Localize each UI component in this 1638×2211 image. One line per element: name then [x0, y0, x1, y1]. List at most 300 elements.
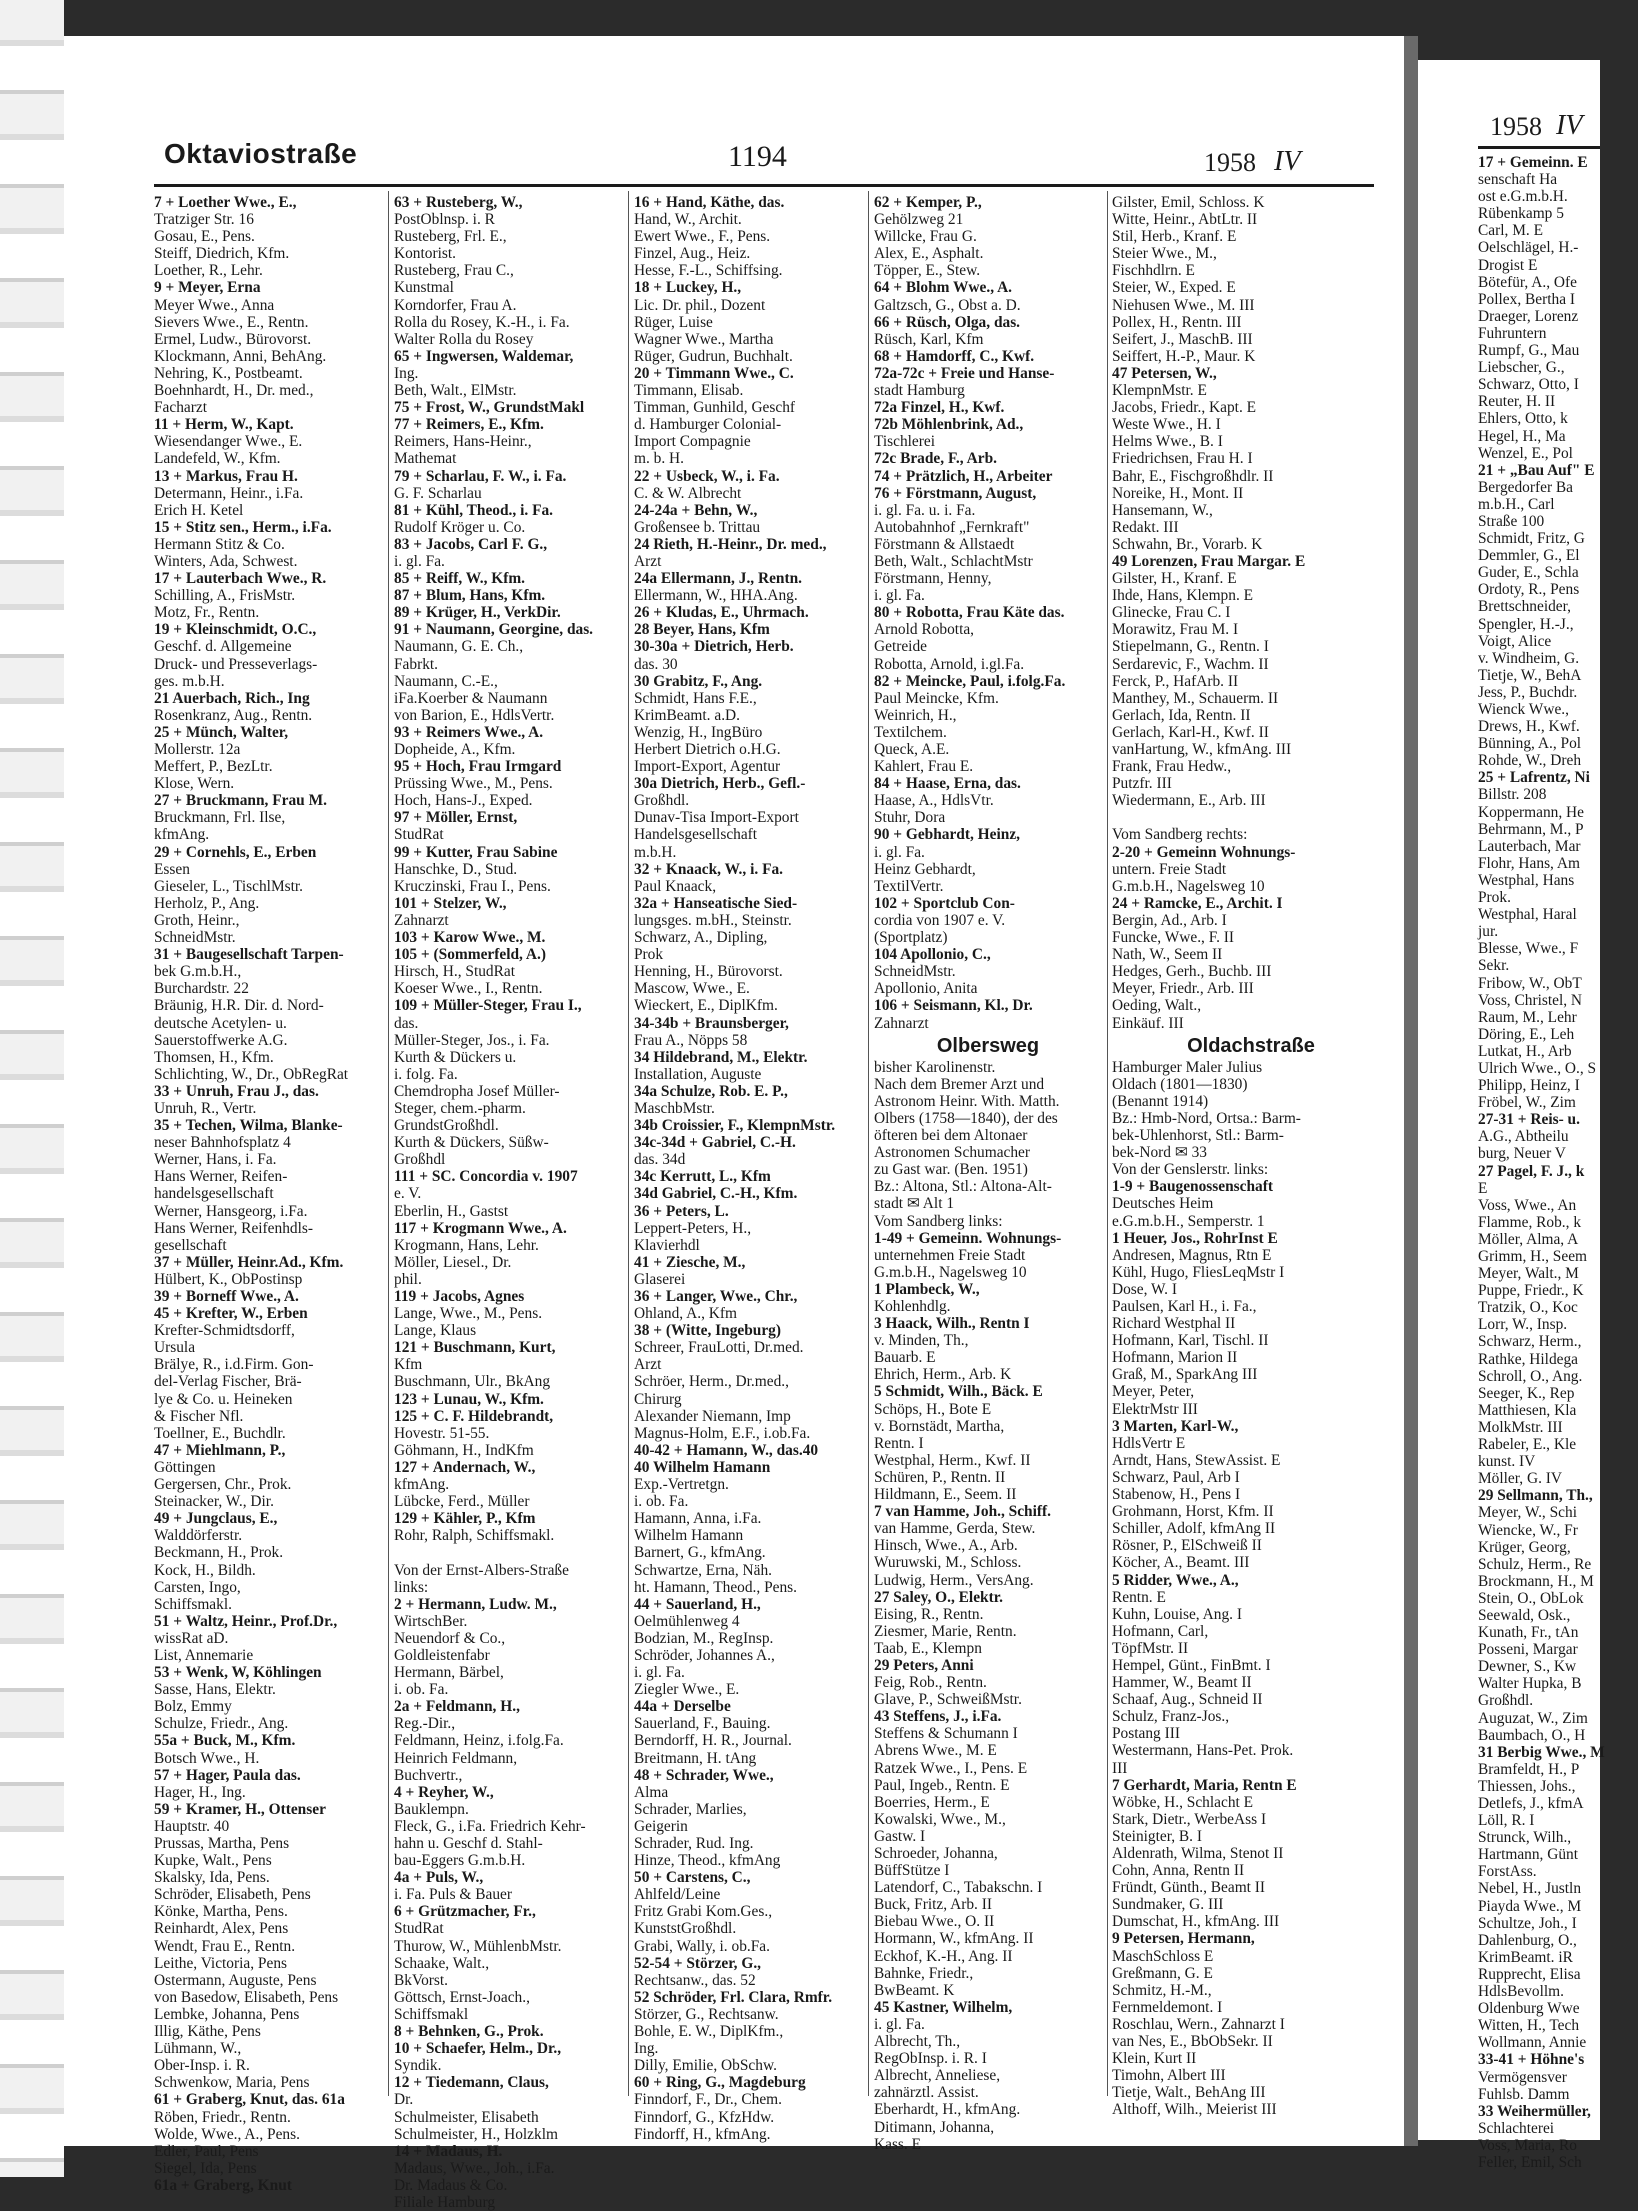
directory-entry-line: Wilhelm Hamann	[634, 1527, 744, 1545]
directory-entry-line: Dumschat, H., kfmAng. III	[1112, 1913, 1280, 1931]
directory-entry-line: Installation, Auguste	[634, 1065, 762, 1083]
directory-entry-line: senschaft Ha	[1478, 171, 1558, 189]
directory-entry-line: RegObInsp. i. R. I	[874, 2050, 987, 2068]
directory-entry-line: Frank, Frau Hedw.,	[1112, 758, 1232, 776]
directory-entry-line: Beckmann, H., Prok.	[154, 1544, 284, 1562]
directory-entry-line: 93 + Reimers Wwe., A.	[394, 723, 544, 741]
directory-entry-line: i. folg. Fa.	[394, 1065, 458, 1083]
directory-entry-line: Stil, Herb., Kranf. E	[1112, 228, 1237, 246]
directory-entry-line: Bauarb. E	[874, 1349, 936, 1367]
directory-entry-line: Astronom Heinr. With. Matth.	[874, 1092, 1060, 1110]
directory-entry-line: 109 + Müller-Steger, Frau I.,	[394, 997, 582, 1015]
directory-entry-line: 37 + Müller, Heinr.Ad., Kfm.	[154, 1253, 344, 1271]
directory-entry-line: Timman, Gunhild, Geschf	[634, 399, 796, 417]
directory-entry-line: 14 + Madaus, H.	[394, 2142, 503, 2160]
directory-entry-line: 91 + Naumann, Georgine, das.	[394, 621, 594, 639]
directory-entry-line: das. 34d	[634, 1151, 686, 1169]
directory-entry-line: Wiencke, W., Fr	[1478, 1521, 1578, 1539]
directory-entry-line: stadt ✉ Alt 1	[874, 1195, 955, 1213]
directory-entry-line: Voss, Maria, Ro	[1478, 2136, 1577, 2154]
directory-entry-line: Lange, Klaus	[394, 1322, 477, 1340]
directory-entry-line: Röben, Friedr., Rentn.	[154, 2108, 291, 2126]
directory-entry-line: Rudolf Kröger u. Co.	[394, 518, 526, 536]
directory-entry-line: 55a + Buck, M., Kfm.	[154, 1732, 296, 1750]
directory-entry-line: Feldmann, Heinz, i.folg.Fa.	[394, 1732, 564, 1750]
directory-entry-line: Mascow, Wwe., E.	[634, 980, 750, 998]
directory-entry-line: das. 30	[634, 655, 678, 673]
directory-entry-line: Walter Hupka, B	[1478, 1675, 1582, 1693]
directory-entry-line: 90 + Gebhardt, Heinz,	[874, 826, 1021, 844]
directory-entry-line: Tietje, Walt., BehAng III	[1112, 2084, 1266, 2102]
directory-entry-line: Illig, Käthe, Pens	[154, 2023, 261, 2041]
directory-entry-line: Schulz, Herm., Re	[1478, 1555, 1592, 1573]
directory-entry-line: bek-Uhlenhorst, Stl.: Barm-	[1112, 1127, 1284, 1145]
directory-entry-line: Rentn. I	[874, 1434, 924, 1452]
directory-entry-line: 17 + Gemeinn. E	[1478, 154, 1588, 171]
directory-entry-line: Frau A., Nöpps 58	[634, 1031, 748, 1049]
directory-entry-line: Bauklempn.	[394, 1800, 469, 1818]
directory-page	[64, 36, 1404, 2211]
directory-entry-line: Ferck, P., HafArb. II	[1112, 672, 1239, 690]
directory-entry-line: Ziesmer, Marie, Rentn.	[874, 1622, 1017, 1640]
directory-entry-line: Schulmeister, Elisabeth	[394, 2108, 539, 2126]
directory-entry-line: Facharzt	[154, 399, 207, 417]
directory-entry-line: 82 + Meincke, Paul, i.folg.Fa.	[874, 672, 1066, 690]
directory-entry-line: Timohn, Albert III	[1112, 2067, 1226, 2085]
directory-entry-line: v. Windheim, G.	[1478, 649, 1580, 667]
directory-entry-line: Kowalski, Wwe., M.,	[874, 1810, 1006, 1828]
directory-entry-line: 27-31 + Reis- u.	[1478, 1111, 1580, 1129]
directory-entry-line: Schwahn, Br., Vorarb. K	[1112, 535, 1263, 553]
directory-entry-line: Eckhof, K.-H., Ang. II	[874, 1947, 1013, 1965]
directory-entry-line: 74 + Prätzlich, H., Arbeiter	[874, 467, 1053, 485]
directory-entry-line: G.m.b.H., Nagelsweg 10	[1112, 877, 1265, 895]
directory-entry-line: Posseni, Margar	[1478, 1641, 1578, 1659]
directory-entry-line: Finndorf, G., KfzHdw.	[634, 2108, 775, 2126]
directory-column-4	[874, 194, 1102, 2153]
directory-entry-line: Dewner, S., Kw	[1478, 1658, 1577, 1676]
directory-entry-line: Paul Knaack,	[634, 877, 717, 895]
directory-entry-line: Klose, Wern.	[154, 775, 235, 793]
next-header-volume: IV	[1556, 110, 1583, 141]
directory-entry-line: Koppermann, He	[1478, 803, 1584, 821]
directory-entry-line: Voigt, Alice	[1478, 632, 1552, 650]
next-header-year: 1958	[1490, 112, 1542, 141]
directory-entry-line: Göhmann, H., IndKfm	[394, 1441, 534, 1459]
directory-entry-line: Löll, R. I	[1478, 1812, 1535, 1830]
directory-entry-line: Bahr, E., Fischgroßhdlr. II	[1112, 467, 1274, 485]
directory-entry-line: Ehlers, Otto, k	[1478, 410, 1568, 428]
directory-entry-line: öfteren bei dem Altonaer	[874, 1127, 1028, 1145]
directory-entry-line: Grimm, H., Seem	[1478, 1248, 1588, 1265]
directory-entry-line: Ratzek Wwe., I., Pens. E	[874, 1759, 1028, 1777]
directory-entry-line: Stark, Dietr., WerbeAss I	[1112, 1810, 1267, 1828]
directory-entry-line: i. gl. Fa.	[874, 587, 925, 605]
directory-entry-line: 33-41 + Höhne's	[1478, 2051, 1585, 2069]
directory-entry-line: Meyer, W., Schi	[1478, 1504, 1577, 1522]
directory-entry-line: Ziegler Wwe., E.	[634, 1681, 740, 1699]
directory-entry-line: ElektrMstr III	[1112, 1400, 1198, 1418]
directory-entry-line: 35 + Techen, Wilma, Blanke-	[154, 1117, 343, 1135]
directory-entry-line: Berndorff, H. R., Journal.	[634, 1732, 792, 1750]
directory-entry-line: 30 Grabitz, F., Ang.	[634, 672, 763, 690]
directory-entry-line: Guder, E., Schla	[1478, 564, 1579, 582]
directory-entry-line: Lic. Dr. phil., Dozent	[634, 296, 766, 314]
directory-entry-line: Hamann, Anna, i.Fa.	[634, 1510, 762, 1528]
directory-entry-line: i. gl. Fa.	[394, 552, 445, 570]
directory-entry-line: Rentn. E	[1112, 1588, 1166, 1606]
directory-entry-line: 11 + Herm, W., Kapt.	[154, 416, 294, 434]
directory-entry-line: Hand, W., Archit.	[634, 211, 742, 229]
directory-entry-line: 21 + „Bau Auf" E	[1478, 461, 1595, 479]
directory-entry-line: Stabenow, H., Pens I	[1112, 1486, 1241, 1504]
directory-entry-line: Weinrich, H.,	[874, 706, 957, 724]
directory-entry-line: Möller, Liesel., Dr.	[394, 1253, 512, 1271]
directory-entry-line: Puppe, Friedr., K	[1478, 1282, 1584, 1300]
directory-entry-line: 19 + Kleinschmidt, O.C.,	[154, 621, 317, 639]
directory-entry-line: Korndorfer, Frau A.	[394, 296, 517, 314]
directory-entry-line: Hans Werner, Reifen-	[154, 1168, 288, 1186]
directory-entry-line: Matthiesen, Kla	[1478, 1401, 1577, 1419]
directory-entry-line: Großhdl.	[1478, 1692, 1534, 1710]
directory-entry-line: Bünning, A., Pol	[1478, 735, 1582, 753]
directory-entry-line: Rechtsanw., das. 52	[634, 1971, 756, 1989]
directory-entry-line	[394, 1544, 622, 1561]
directory-entry-line: 47 Petersen, W.,	[1112, 364, 1217, 382]
directory-entry-line: Kohlenhdlg.	[874, 1298, 951, 1315]
directory-entry-line: Heinz Gebhardt,	[874, 860, 976, 878]
directory-entry-line: Steffens & Schumann I	[874, 1725, 1018, 1743]
directory-entry-line: Morawitz, Frau M. I	[1112, 621, 1239, 639]
directory-entry-line: 34 Hildebrand, M., Elektr.	[634, 1048, 808, 1066]
directory-entry-line: 34b Croissier, F., KlempnMstr.	[634, 1117, 836, 1135]
directory-entry-line: Sundmaker, G. III	[1112, 1896, 1224, 1914]
directory-entry-line: Bramfeldt, H., P	[1478, 1760, 1580, 1778]
directory-entry-line: Gosau, E., Pens.	[154, 228, 255, 246]
directory-entry-line: Helms Wwe., B. I	[1112, 433, 1223, 451]
directory-entry-line: 85 + Reiff, W., Kfm.	[394, 570, 526, 588]
directory-entry-line: Krefter-Schmidtsdorff,	[154, 1322, 295, 1340]
directory-entry-line: SchneidMstr.	[874, 963, 956, 981]
directory-entry-line: KunststGroßhdl.	[634, 1920, 737, 1938]
directory-entry-line: Boehnhardt, H., Dr. med.,	[154, 382, 314, 400]
directory-entry-line: Hartmann, Günt	[1478, 1846, 1579, 1864]
directory-entry-line: Gieseler, L., TischlMstr.	[154, 877, 304, 895]
directory-entry-line: 43 Steffens, J., i.Fa.	[874, 1708, 1002, 1726]
directory-entry-line: Mollerstr. 12a	[154, 741, 241, 758]
directory-entry-line: Nebel, H., Justln	[1478, 1880, 1582, 1898]
directory-entry-line: BwBeamt. K	[874, 1981, 955, 1999]
directory-entry-line: Möller, Alma, A	[1478, 1230, 1579, 1248]
directory-entry-line: Feig, Rob., Rentn.	[874, 1674, 987, 1692]
directory-entry-line: Reimers, Hans-Heinr.,	[394, 433, 532, 451]
directory-entry-line: Alma	[634, 1783, 669, 1801]
directory-entry-line: Ditimann, Johanna,	[874, 2118, 995, 2136]
directory-entry-line: Finzel, Aug., Heiz.	[634, 245, 751, 263]
directory-entry-line: Meyer, Walt., M	[1478, 1265, 1579, 1283]
directory-entry-line: Möller, G. IV	[1478, 1470, 1563, 1488]
directory-entry-line: 3 Haack, Wilh., Rentn I	[874, 1315, 1030, 1333]
directory-entry-line: Ing.	[394, 364, 419, 382]
header-rule	[154, 184, 1374, 187]
directory-entry-line: BkVorst.	[394, 1971, 449, 1989]
directory-entry-line: Hovestr. 51-55.	[394, 1424, 490, 1442]
directory-entry-line: Rathke, Hildega	[1478, 1350, 1579, 1368]
directory-entry-line: 80 + Robotta, Frau Käte das.	[874, 604, 1065, 622]
directory-entry-line: Sauerland, F., Bauing.	[634, 1715, 771, 1733]
directory-entry-line: d. Hamburger Colonial-	[634, 416, 782, 434]
directory-entry-line: Rusteberg, Frau C.,	[394, 262, 514, 280]
directory-entry-line: 63 + Rusteberg, W.,	[394, 194, 523, 211]
directory-entry-line: Behrmann, M., P	[1478, 820, 1584, 838]
directory-entry-line: Gehölzweg 21	[874, 211, 964, 229]
directory-entry-line: 117 + Krogmann Wwe., A.	[394, 1219, 567, 1237]
directory-entry-line: Töpper, E., Stew.	[874, 262, 981, 280]
directory-entry-line: Buck, Fritz, Arb. II	[874, 1896, 992, 1914]
directory-entry-line: Dilly, Emilie, ObSchw.	[634, 2057, 777, 2075]
directory-entry-line: zahnärztl. Assist.	[874, 2084, 979, 2102]
directory-entry-line: Bohle, E. W., DiplKfm.,	[634, 2023, 784, 2041]
directory-entry-line: Großensee b. Trittau	[634, 518, 761, 536]
directory-entry-line: Deutsches Heim	[1112, 1195, 1214, 1213]
directory-entry-line: Meyer, Peter,	[1112, 1383, 1195, 1401]
directory-entry-line: bisher Karolinenstr.	[874, 1058, 996, 1076]
directory-entry-line: Essen	[154, 860, 190, 878]
directory-entry-line: Zahnarzt	[394, 911, 449, 929]
directory-entry-line: 34-34b + Braunsberger,	[634, 1014, 789, 1032]
directory-entry-line: Glinecke, Frau C. I	[1112, 604, 1231, 622]
directory-entry-line: Bruckmann, Frl. Ilse,	[154, 809, 286, 827]
directory-entry-line: Hildmann, E., Seem. II	[874, 1486, 1017, 1504]
directory-entry-line: Schwarz, A., Dipling,	[634, 929, 768, 947]
directory-entry-line: Wöbke, H., Schlacht E	[1112, 1793, 1254, 1811]
directory-entry-line: Oldach (1801—1830)	[1112, 1075, 1248, 1093]
directory-entry-line: 76 + Förstmann, August,	[874, 484, 1037, 502]
directory-entry-line: 66 + Rüsch, Olga, das.	[874, 313, 1021, 331]
directory-entry-line: i. gl. Fa.	[634, 1664, 685, 1682]
directory-entry-line: Ehrich, Herm., Arb. K	[874, 1366, 1012, 1384]
directory-entry-line: 61a + Graberg, Knut	[154, 2176, 292, 2194]
directory-entry-line: G.m.b.H., Nagelsweg 10	[874, 1263, 1027, 1281]
directory-entry-line: Toellner, E., Buchdlr.	[154, 1424, 286, 1442]
directory-entry-line: gesellschaft	[154, 1236, 227, 1254]
directory-entry-line: Stiepelmann, G., Rentn. I	[1112, 638, 1269, 656]
directory-entry-line: List, Annemarie	[154, 1646, 254, 1664]
directory-entry-line: Ahlfeld/Leine	[634, 1886, 721, 1904]
directory-entry-line: van Hamme, Gerda, Stew.	[874, 1520, 1036, 1538]
directory-entry-line: 5 Schmidt, Wilh., Bäck. E	[874, 1383, 1043, 1401]
directory-entry-line: Rupprecht, Elisa	[1478, 1965, 1581, 1983]
directory-entry-line: Sekr.	[1478, 957, 1510, 975]
directory-entry-line: Klavierhdl	[634, 1236, 700, 1254]
directory-entry-line: 31 + Baugesellschaft Tarpen-	[154, 946, 344, 964]
directory-entry-line: Richard Westphal II	[1112, 1315, 1236, 1333]
directory-entry-line: Gilster, Emil, Schloss. K	[1112, 194, 1265, 211]
directory-entry-line: Hofmann, Carl,	[1112, 1622, 1209, 1640]
directory-entry-line: Schwenkow, Maria, Pens	[154, 2074, 310, 2092]
directory-entry-line: Ostermann, Auguste, Pens	[154, 1971, 317, 1989]
directory-entry-line: 72c Brade, F., Arb.	[874, 450, 997, 468]
directory-entry-line: vanHartung, W., kfmAng. III	[1112, 741, 1292, 758]
directory-entry-line: Oelmühlenweg 4	[634, 1612, 740, 1630]
directory-entry-line: Finndorf, F., Dr., Chem.	[634, 2091, 782, 2109]
directory-entry-line: 57 + Hager, Paula das.	[154, 1766, 301, 1784]
directory-entry-line: Paulsen, Karl H., i. Fa.,	[1112, 1298, 1257, 1315]
directory-entry-line: Leppert-Peters, H.,	[634, 1219, 752, 1237]
directory-entry-line: Groth, Heinr.,	[154, 911, 240, 929]
directory-entry-line: 52-54 + Störzer, G.,	[634, 1954, 762, 1972]
directory-entry-line: unternehmen Freie Stadt	[874, 1246, 1026, 1264]
directory-entry-line: 38 + (Witte, Ingeburg)	[634, 1322, 781, 1340]
directory-entry-line: 127 + Andernach, W.,	[394, 1458, 536, 1476]
directory-entry-line: Müller-Steger, Jos., i. Fa.	[394, 1031, 550, 1049]
directory-entry-line: kunst. IV	[1478, 1453, 1536, 1471]
directory-entry-line: 121 + Buschmann, Kurt,	[394, 1339, 556, 1357]
directory-entry-line: Kock, H., Bildh.	[154, 1561, 256, 1579]
directory-entry-line: III	[1112, 1759, 1128, 1777]
directory-entry-line: E	[1478, 1179, 1488, 1197]
directory-entry-line: Einkäuf. III	[1112, 1014, 1184, 1032]
directory-entry-line: Billstr. 208	[1478, 786, 1547, 804]
directory-entry-line: Kuhn, Louise, Ang. I	[1112, 1605, 1242, 1623]
directory-entry-line: Wenzig, H., IngBüro	[634, 723, 763, 741]
directory-entry-line: Madaus, Wwe., Joh., i.Fa.	[394, 2159, 555, 2177]
directory-entry-line: Noreike, H., Mont. II	[1112, 484, 1244, 502]
directory-entry-line: Roschlau, Wern., Zahnarzt I	[1112, 2015, 1285, 2033]
directory-entry-line: Fabrkt.	[394, 655, 439, 673]
directory-entry-line: ges. m.b.H.	[154, 672, 225, 690]
directory-entry-line: 39 + Borneff Wwe., A.	[154, 1288, 299, 1305]
directory-entry-line: Loether, R., Lehr.	[154, 262, 263, 280]
directory-entry-line: 4a + Puls, W.,	[394, 1869, 484, 1887]
directory-entry-line: Spengler, H.-J.,	[1478, 615, 1574, 633]
directory-entry-line: Baumbach, O., H	[1478, 1726, 1586, 1744]
directory-entry-line: Fuhlsb. Damm	[1478, 2085, 1570, 2103]
directory-entry-line: 72a-72c + Freie und Hanse-	[874, 364, 1055, 382]
directory-entry-line: Kupke, Walt., Pens	[154, 1852, 272, 1870]
directory-entry-line: Kurth & Dückers, Süßw-	[394, 1134, 549, 1152]
directory-entry-line: BüffStütze I	[874, 1862, 950, 1880]
directory-entry-line: Timmann, Elisab.	[634, 382, 744, 400]
directory-entry-line: Gergersen, Chr., Prok.	[154, 1476, 292, 1494]
directory-entry-line: Schlichting, W., Dr., ObRegRat	[154, 1065, 349, 1083]
header-street-name: Oktaviostraße	[164, 138, 358, 169]
directory-entry-line: Robotta, Arnold, i.gl.Fa.	[874, 655, 1025, 673]
directory-entry-line: 32a + Hanseatische Sied-	[634, 894, 798, 912]
header-volume: IV	[1274, 146, 1301, 177]
directory-entry-line: Tischlerei	[874, 433, 935, 451]
directory-entry-line: e.G.m.b.H., Semperstr. 1	[1112, 1212, 1265, 1230]
directory-entry-line: cordia von 1907 e. V.	[874, 911, 1006, 929]
directory-entry-line: Döring, E., Leh	[1478, 1025, 1575, 1043]
directory-entry-line: Willcke, Frau G.	[874, 228, 977, 246]
directory-entry-line: Kass. E	[874, 2135, 922, 2153]
directory-entry-line: deutsche Acetylen- u.	[154, 1014, 287, 1032]
directory-entry-line: 49 Lorenzen, Frau Margar. E	[1112, 552, 1306, 570]
directory-entry-line: 9 + Meyer, Erna	[154, 279, 261, 297]
directory-entry-line: Schwarz, Otto, I	[1478, 376, 1579, 394]
directory-entry-line: wissRat aD.	[154, 1629, 229, 1647]
directory-entry-line: 29 + Cornehls, E., Erben	[154, 843, 317, 861]
directory-entry-line: 119 + Jacobs, Agnes	[394, 1288, 525, 1305]
directory-entry-line: 48 + Schrader, Wwe.,	[634, 1766, 774, 1784]
directory-entry-line: C. & W. Albrecht	[634, 484, 742, 502]
directory-entry-line: Schulze, Friedr., Ang.	[154, 1715, 289, 1733]
directory-entry-line: Rösner, P., ElSchweiß II	[1112, 1537, 1262, 1555]
directory-entry-line: handelsgesellschaft	[154, 1185, 274, 1203]
directory-entry-line: GrundstGroßhdl.	[394, 1117, 499, 1135]
directory-entry-line: Witten, H., Tech	[1478, 2017, 1580, 2035]
directory-entry-line: i. gl. Fa.	[874, 2015, 925, 2033]
directory-entry-line: Breitmann, H. tAng	[634, 1749, 757, 1767]
directory-entry-line: 2-20 + Gemeinn Wohnungs-	[1112, 843, 1296, 861]
directory-entry-line: 52 Schröder, Frl. Clara, Rmfr.	[634, 1988, 833, 2006]
directory-entry-line: Eising, R., Rentn.	[874, 1605, 984, 1623]
directory-entry-line: Steier, W., Exped. E	[1112, 279, 1236, 297]
directory-entry-line: Thurow, W., MühlenbMstr.	[394, 1937, 562, 1955]
directory-entry-line: 28 Beyer, Hans, Kfm	[634, 621, 770, 639]
directory-entry-line: Herholz, P., Ang.	[154, 894, 260, 912]
directory-entry-line: Jess, P., Buchdr.	[1478, 683, 1578, 701]
directory-column-1	[154, 194, 382, 2194]
directory-entry-line: Gilster, H., Kranf. E	[1112, 570, 1237, 588]
directory-entry-line: Geschf. d. Allgemeine	[154, 638, 292, 656]
directory-entry-line: 29 Peters, Anni	[874, 1656, 974, 1674]
directory-entry-line: Bergin, Ad., Arb. I	[1112, 911, 1227, 929]
directory-entry-line: Lembke, Johanna, Pens	[154, 2005, 300, 2023]
directory-entry-line: Hager, H., Ing.	[154, 1783, 246, 1801]
directory-entry-line: Kühl, Hugo, FliesLeqMstr I	[1112, 1263, 1285, 1281]
directory-entry-line: Blesse, Wwe., F	[1478, 940, 1579, 958]
directory-entry-line: Lutkat, H., Arb	[1478, 1042, 1572, 1060]
directory-entry-line: 60 + Ring, G., Magdeburg	[634, 2074, 806, 2092]
directory-entry-line: SchneidMstr.	[154, 929, 236, 947]
directory-entry-line: 104 Apollonio, C.,	[874, 946, 991, 964]
directory-entry-line: von Basedow, Elisabeth, Pens	[154, 1988, 339, 2006]
directory-entry-line: Schilling, A., FrisMstr.	[154, 587, 296, 605]
next-page-fragment	[1418, 60, 1605, 2171]
directory-entry-line: Beth, Walt., SchlachtMstr	[874, 552, 1033, 570]
directory-entry-line: Zahnarzt	[874, 1014, 929, 1032]
directory-entry-line: kfmAng.	[154, 826, 210, 844]
directory-entry-line: stadt Hamburg	[874, 382, 965, 400]
directory-entry-line: Meffert, P., BezLtr.	[154, 758, 273, 776]
directory-entry-line: Westphal, Haral	[1478, 906, 1577, 924]
directory-entry-line: Goldleistenfabr	[394, 1646, 490, 1664]
directory-entry-line: 1-9 + Baugenossenschaft	[1112, 1178, 1273, 1196]
header-year: 1958	[1204, 148, 1256, 177]
directory-entry-line: 5 Ridder, Wwe., A.,	[1112, 1571, 1239, 1589]
directory-entry-line: 103 + Karow Wwe., M.	[394, 929, 546, 947]
directory-entry-line: Rusteberg, Frl. E.,	[394, 228, 507, 246]
directory-entry-line: Hofmann, Karl, Tischl. II	[1112, 1332, 1269, 1350]
directory-entry-line: Arndt, Hans, StewAssist. E	[1112, 1451, 1281, 1469]
directory-entry-line: Buchvertr.,	[394, 1766, 463, 1784]
directory-entry-line: Textilchem.	[874, 723, 947, 741]
directory-entry-line: Prüssing Wwe., M., Pens.	[394, 775, 553, 793]
directory-entry-line: Albrecht, Anneliese,	[874, 2067, 1001, 2085]
directory-entry-line: Raum, M., Lehr	[1478, 1008, 1577, 1026]
directory-entry-line: 6 + Grützmacher, Fr.,	[394, 1903, 536, 1921]
directory-entry-line: Manthey, M., Schauerm. II	[1112, 689, 1279, 707]
directory-entry-line: kfmAng.	[394, 1476, 450, 1494]
directory-entry-line: phil.	[394, 1270, 422, 1288]
book-page-stack-edge	[0, 0, 64, 2177]
directory-entry-line: Queck, A.E.	[874, 741, 950, 758]
directory-entry-line: Arnold Robotta,	[874, 621, 975, 639]
directory-entry-line: i. ob. Fa.	[394, 1681, 449, 1699]
directory-entry-line: Neuendorf & Co.,	[394, 1629, 506, 1647]
